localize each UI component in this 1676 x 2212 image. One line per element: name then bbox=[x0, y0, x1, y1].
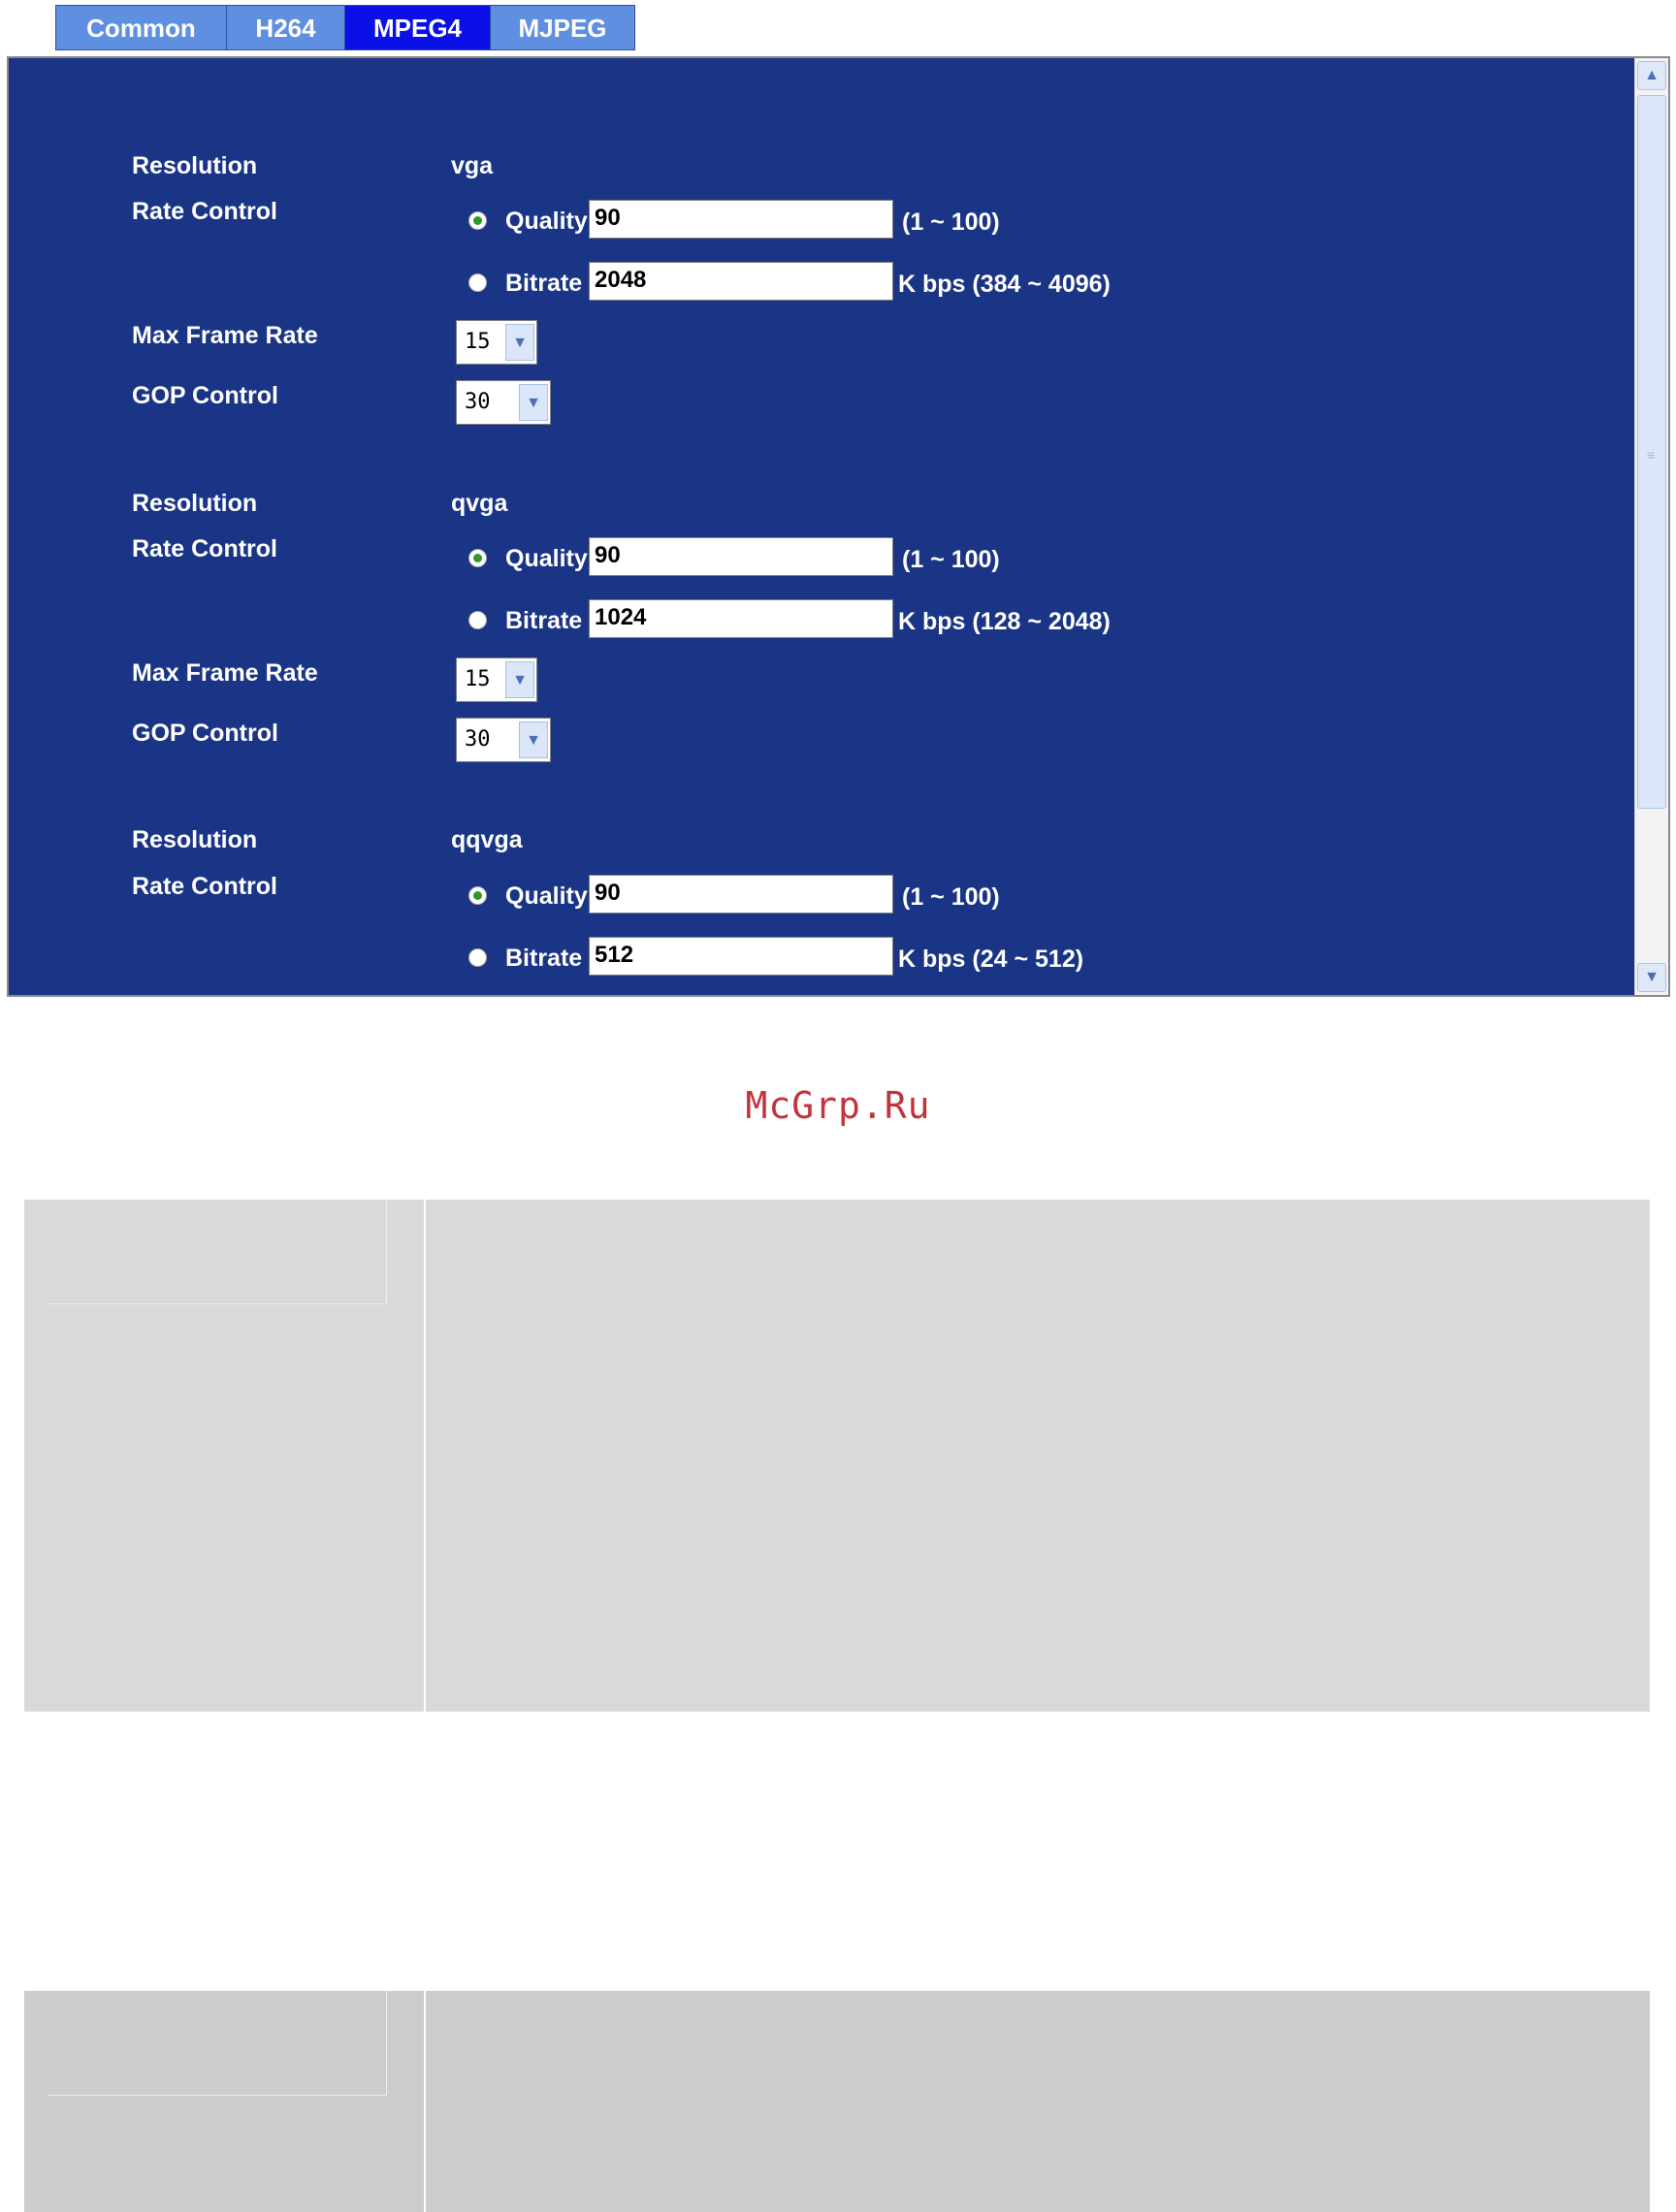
quality-radio[interactable] bbox=[468, 886, 487, 905]
quality-input[interactable]: 90 bbox=[589, 875, 893, 914]
quality-range: (1 ~ 100) bbox=[902, 208, 1000, 236]
chevron-down-icon: ▼ bbox=[519, 384, 548, 421]
gray-box-1-right bbox=[426, 1200, 1650, 1712]
max-frame-rate-value: 15 bbox=[465, 330, 491, 354]
bitrate-label: Bitrate bbox=[505, 607, 583, 634]
rate-control-label: Rate Control bbox=[132, 873, 277, 900]
resolution-label: Resolution bbox=[132, 490, 258, 517]
settings-content bbox=[9, 58, 1633, 995]
max-frame-rate-select[interactable] bbox=[456, 320, 537, 365]
quality-range: (1 ~ 100) bbox=[902, 546, 1000, 573]
gray-box-1-inner bbox=[48, 1200, 387, 1304]
rate-control-label: Rate Control bbox=[132, 198, 277, 225]
max-frame-rate-select[interactable] bbox=[456, 657, 537, 702]
gop-control-value: 30 bbox=[465, 390, 491, 414]
tab-common[interactable]: Common bbox=[55, 5, 226, 50]
quality-radio[interactable] bbox=[468, 211, 487, 230]
resolution-value: qvga bbox=[451, 490, 508, 517]
quality-label: Quality bbox=[505, 545, 588, 572]
chevron-down-icon: ▼ bbox=[505, 324, 534, 361]
max-frame-rate-label: Max Frame Rate bbox=[132, 322, 318, 349]
mpeg4-settings-panel bbox=[7, 56, 1670, 997]
chevron-down-icon: ▼ bbox=[505, 661, 534, 698]
resolution-label: Resolution bbox=[132, 826, 258, 853]
tab-mjpeg[interactable]: MJPEG bbox=[490, 5, 635, 50]
bitrate-radio[interactable] bbox=[468, 611, 487, 629]
quality-label: Quality bbox=[505, 882, 588, 910]
gray-box-1 bbox=[24, 1200, 1650, 1712]
bitrate-radio[interactable] bbox=[468, 273, 487, 292]
scroll-up-icon[interactable]: ▲ bbox=[1637, 61, 1666, 90]
resolution-value: vga bbox=[451, 152, 494, 179]
gop-control-label: GOP Control bbox=[132, 720, 278, 747]
bitrate-input[interactable]: 1024 bbox=[589, 599, 893, 638]
quality-label: Quality bbox=[505, 208, 588, 235]
codec-tab-bar bbox=[55, 5, 635, 52]
bitrate-range: K bps (128 ~ 2048) bbox=[898, 608, 1111, 635]
grip-icon: ≡ bbox=[1647, 447, 1656, 463]
bitrate-range: K bps (24 ~ 512) bbox=[898, 946, 1084, 973]
bitrate-range: K bps (384 ~ 4096) bbox=[898, 271, 1111, 298]
gray-box-2-left bbox=[24, 1991, 424, 2212]
bitrate-input[interactable]: 512 bbox=[589, 937, 893, 976]
tab-h264[interactable]: H264 bbox=[226, 5, 344, 50]
gray-box-2-right bbox=[426, 1991, 1650, 2212]
resolution-value: qqvga bbox=[451, 826, 523, 853]
gop-control-select[interactable] bbox=[456, 718, 551, 762]
quality-range: (1 ~ 100) bbox=[902, 883, 1000, 911]
gop-control-value: 30 bbox=[465, 727, 491, 752]
gray-box-2-inner bbox=[48, 1991, 387, 2096]
gop-control-select[interactable] bbox=[456, 380, 551, 425]
quality-input[interactable]: 90 bbox=[589, 537, 893, 576]
bitrate-label: Bitrate bbox=[505, 270, 583, 297]
bitrate-label: Bitrate bbox=[505, 945, 583, 972]
watermark-text: McGrp.Ru bbox=[745, 1084, 931, 1127]
bitrate-radio[interactable] bbox=[468, 948, 487, 967]
tab-mpeg4[interactable]: MPEG4 bbox=[344, 5, 490, 50]
quality-radio[interactable] bbox=[468, 549, 487, 567]
bitrate-input[interactable]: 2048 bbox=[589, 262, 893, 301]
vertical-scrollbar[interactable] bbox=[1634, 58, 1668, 995]
rate-control-label: Rate Control bbox=[132, 535, 277, 562]
gop-control-label: GOP Control bbox=[132, 382, 278, 409]
scrollbar-thumb[interactable] bbox=[1637, 95, 1666, 809]
resolution-label: Resolution bbox=[132, 152, 258, 179]
max-frame-rate-value: 15 bbox=[465, 667, 491, 691]
max-frame-rate-label: Max Frame Rate bbox=[132, 659, 318, 687]
chevron-down-icon: ▼ bbox=[519, 721, 548, 758]
gray-box-1-left bbox=[24, 1200, 424, 1712]
quality-input[interactable]: 90 bbox=[589, 200, 893, 239]
gray-box-2 bbox=[24, 1991, 1650, 2212]
scroll-down-icon[interactable]: ▼ bbox=[1637, 963, 1666, 992]
